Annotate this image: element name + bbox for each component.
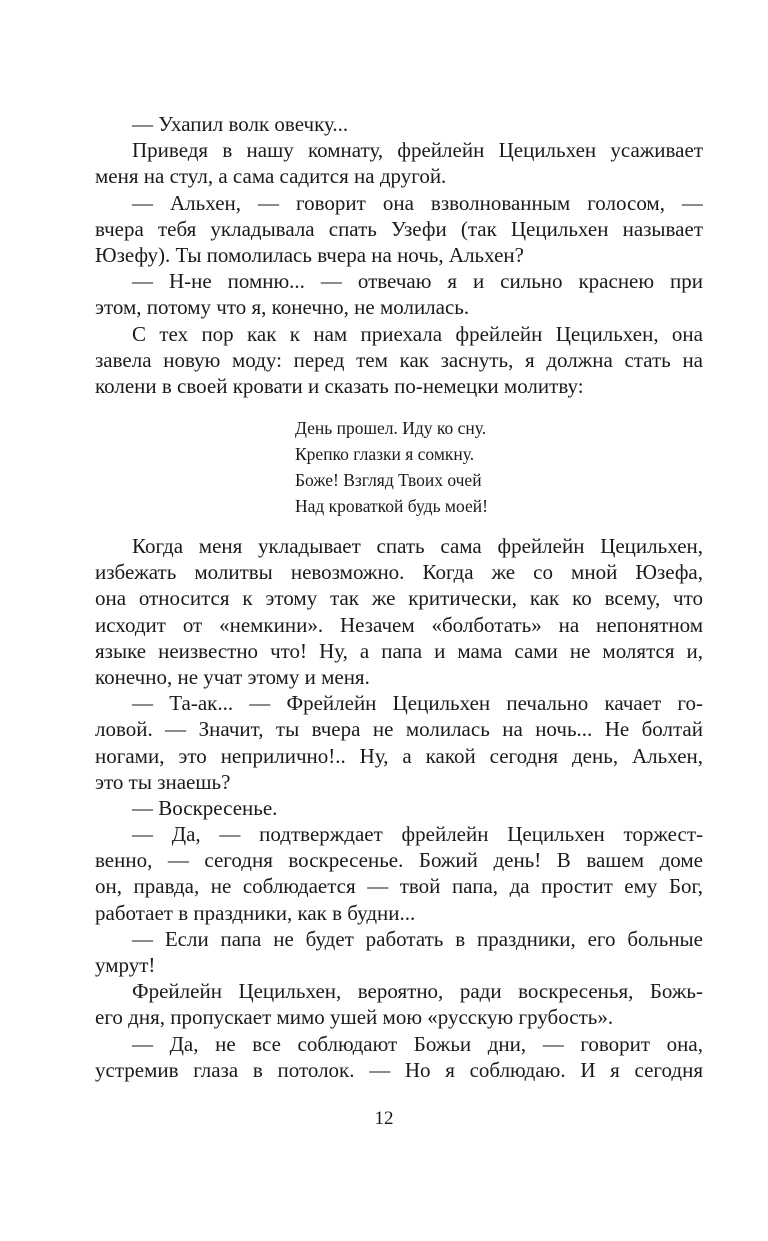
text-line: она относится к этому так же критически, как ко всему, что — [95, 586, 703, 611]
text-line: его дня, пропускает мимо ушей мою «русскую грубость». — [95, 1005, 614, 1030]
text-line: вчера тебя укладывала спать Узефи (так Цецильхен называет — [95, 216, 703, 241]
text-line: — Н-не помню... — отвечаю я и сильно краснею при — [132, 269, 703, 294]
text-line: языке неизвестно что! Ну, а папа и мама сами не молятся и, — [95, 638, 703, 663]
poem-line: Боже! Взгляд Твоих очей — [295, 470, 482, 490]
text-line: колени в своей кровати и сказать по-немецки молитву: — [95, 373, 584, 398]
poem-line: Над кроваткой будь моей! — [295, 496, 488, 516]
body-text-before-poem — [95, 111, 703, 399]
text-line: ловой. — Значит, ты вчера не молилась на ночь... Не болтай — [95, 717, 703, 742]
text-line: меня на стул, а сама садится на другой. — [95, 164, 447, 189]
text-line: — Ухапил волк овечку... — [132, 112, 349, 136]
text-line: — Альхен, — говорит она взволнованным голосом, — — [132, 190, 703, 215]
text-line: конечно, не учат этому и меня. — [95, 664, 370, 689]
text-line: этом, потому что я, конечно, не молилась. — [95, 295, 470, 320]
poem-stanza — [295, 415, 488, 519]
poem-line: Крепко глазки я сомкну. — [295, 444, 475, 464]
text-line: Юзефу). Ты помолилась вчера на ночь, Альхен? — [95, 242, 524, 267]
text-line: это ты знаешь? — [95, 769, 231, 794]
text-line: С тех пор как к нам приехала фрейлейн Цецильхен, она — [132, 321, 703, 346]
text-line: — Если папа не будет работать в праздники, его больные — [132, 926, 703, 951]
page-number: 12 — [374, 1108, 394, 1129]
text-line: исходит от «немкини». Незачем «болботать» на непонятном — [95, 612, 703, 637]
text-line: венно, — сегодня воскресенье. Божий день! В вашем доме — [95, 848, 703, 873]
body-text-after-poem — [95, 533, 703, 1083]
text-line: Приведя в нашу комнату, фрейлейн Цецильхен усаживает — [132, 138, 703, 163]
text-line: работает в праздники, как в будни... — [95, 900, 416, 925]
text-line: — Воскресенье. — [132, 795, 278, 820]
text-line: умрут! — [95, 953, 156, 977]
poem-line: День прошел. Иду ко сну. — [295, 418, 487, 438]
text-line: — Та-ак... — Фрейлейн Цецильхен печально качает го- — [132, 691, 703, 716]
text-line: завела новую моду: перед тем как заснуть, я должна стать на — [95, 347, 703, 372]
text-line: избежать молитвы невозможно. Когда же со мной Юзефа, — [95, 560, 703, 585]
text-line: он, правда, не соблюдается — твой папа, да простит ему Бог, — [95, 874, 703, 899]
text-line: Фрейлейн Цецильхен, вероятно, ради воскресенья, Божь- — [132, 979, 703, 1004]
text-line: — Да, — подтверждает фрейлейн Цецильхен торжест- — [132, 822, 703, 847]
text-line: Когда меня укладывает спать сама фрейлейн Цецильхен, — [132, 534, 703, 558]
text-line: — Да, не все соблюдают Божьи дни, — говорит она, — [132, 1031, 703, 1056]
text-line: устремив глаза в потолок. — Но я соблюдаю. И я сегодня — [95, 1057, 703, 1082]
text-line: ногами, это неприлично!.. Ну, а какой сегодня день, Альхен, — [95, 743, 703, 768]
